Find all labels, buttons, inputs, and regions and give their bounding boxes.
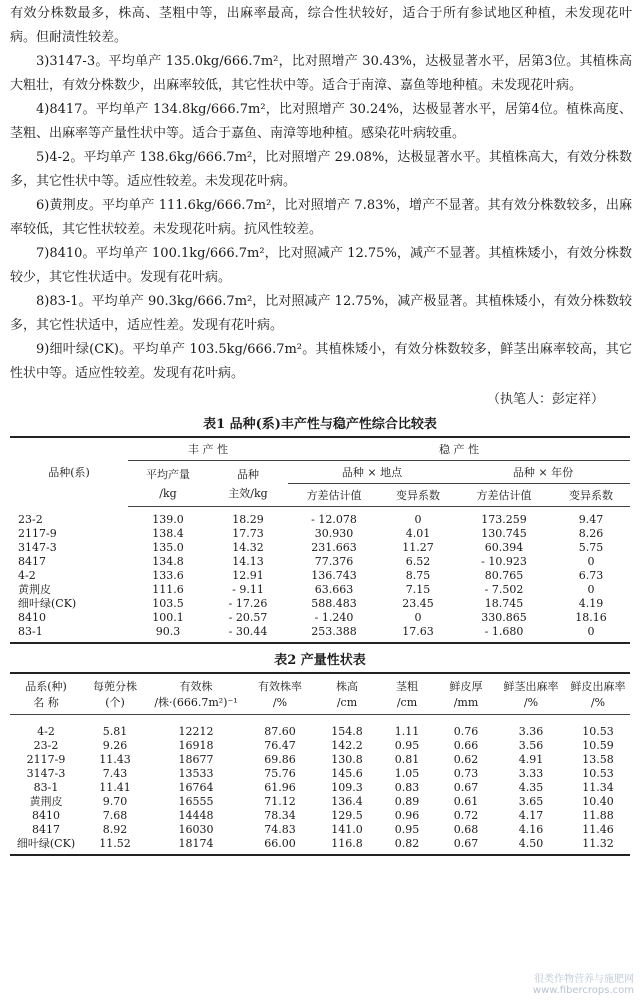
value-cell: 3.56 <box>518 739 544 752</box>
table-row <box>10 569 630 583</box>
value-cell: 11.43 <box>99 753 131 766</box>
table2-header: 品系(种) <box>10 673 82 694</box>
value-cell: 14.32 <box>232 541 264 554</box>
value-cell: 145.6 <box>331 767 363 780</box>
watermark-line: 很类作物营养与施肥网 <box>534 974 634 985</box>
table2-header-unit: (个) <box>82 694 148 715</box>
table1-header-variety: 品种(系) <box>10 437 128 507</box>
value-cell: 116.8 <box>316 837 378 855</box>
table-row <box>10 597 630 611</box>
value-cell: 0.89 <box>394 795 420 808</box>
value-cell: 0.81 <box>394 753 420 766</box>
table-row <box>10 527 630 541</box>
value-cell: 90.3 <box>128 625 208 643</box>
value-cell: 17.73 <box>232 527 264 540</box>
watermark-line: www.fibercrops.com <box>532 985 634 996</box>
variety-cell: 8417 <box>32 823 60 836</box>
value-cell: 136.743 <box>311 569 357 582</box>
table-row <box>10 837 630 855</box>
table2-caption: 表2 产量性状表 <box>274 653 366 668</box>
value-cell: 0 <box>414 611 422 624</box>
value-cell: 11.46 <box>582 823 614 836</box>
table-row <box>10 507 630 528</box>
variety-cell: 黄荆皮 <box>18 583 51 596</box>
table1-header-var-est: 方差估计值 <box>288 484 380 507</box>
article-body <box>0 0 640 412</box>
value-cell: 18.745 <box>484 597 524 610</box>
table1 <box>10 436 630 644</box>
variety-cell: 细叶绿(CK) <box>10 837 82 855</box>
value-cell: 13533 <box>178 767 214 780</box>
variety-cell: 83-1 <box>33 781 59 794</box>
table-row <box>10 753 630 767</box>
value-cell: 109.3 <box>331 781 363 794</box>
value-cell: 30.930 <box>314 527 354 540</box>
value-cell: 16764 <box>178 781 214 794</box>
value-cell: 10.59 <box>582 739 614 752</box>
value-cell: 139.0 <box>152 513 184 526</box>
value-cell: 136.4 <box>331 795 363 808</box>
value-cell: - 1.680 <box>456 625 552 643</box>
value-cell: 0.61 <box>453 795 479 808</box>
value-cell: 80.765 <box>484 569 524 582</box>
value-cell: 0.76 <box>453 725 479 738</box>
value-cell: 231.663 <box>311 541 357 554</box>
paragraph: 6)黄荆皮。平均单产 111.6kg/666.7m²，比对照增产 7.83%，增产不显著。其有效分株数较多，出麻率较低，其它性状较差。未发现花叶病。抗风性较差。 <box>10 198 632 237</box>
value-cell: 11.52 <box>82 837 148 855</box>
value-cell: 0 <box>587 555 595 568</box>
table-row <box>10 823 630 837</box>
variety-cell: 3147-3 <box>26 767 66 780</box>
value-cell: - 9.11 <box>232 583 264 596</box>
table2-header: 鲜茎出麻率 <box>496 673 566 694</box>
value-cell: 11.27 <box>402 541 434 554</box>
value-cell: 6.52 <box>405 555 431 568</box>
value-cell: 10.40 <box>582 795 614 808</box>
value-cell: 100.1 <box>152 611 184 624</box>
variety-cell: 83-1 <box>10 625 128 643</box>
value-cell: 154.8 <box>331 725 363 738</box>
value-cell: 14.13 <box>232 555 264 568</box>
table2-header: 鲜皮厚 <box>436 673 496 694</box>
value-cell: 69.86 <box>264 753 296 766</box>
value-cell: 3.33 <box>518 767 544 780</box>
variety-cell: 2117-9 <box>18 527 57 540</box>
value-cell: - 20.57 <box>228 611 268 624</box>
variety-cell: 2117-9 <box>26 753 66 766</box>
paragraph: 5)4-2。平均单产 138.6kg/666.7m²，比对照增产 29.08%，达极显著水平。其植株高大，有效分株数多，其它性状中等。适应性较差。未发现花叶病。 <box>10 150 632 189</box>
author-credit: （执笔人：彭定祥） <box>486 392 604 407</box>
value-cell: 0.73 <box>453 767 479 780</box>
value-cell: - 10.923 <box>481 555 527 568</box>
value-cell: 133.6 <box>152 569 184 582</box>
value-cell: 74.83 <box>264 823 296 836</box>
table2-header: 有效株 <box>148 673 244 694</box>
value-cell: 588.483 <box>311 597 357 610</box>
table2-section <box>0 650 640 856</box>
value-cell: 4.50 <box>496 837 566 855</box>
paragraph: 3)3147-3。平均单产 135.0kg/666.7m²，比对照增产 30.43%，达极显著水平，居第3位。其植株高大粗壮，有效分株数少，出麻率较低，其它性状中等。适合于南漳、嘉鱼等地种植。未发现花叶病。 <box>10 54 632 93</box>
value-cell: 60.394 <box>484 541 524 554</box>
table-row <box>10 781 630 795</box>
value-cell: 141.0 <box>331 823 363 836</box>
value-cell: 135.0 <box>152 541 184 554</box>
table1-header-site: 品种 × 地点 <box>288 461 456 484</box>
value-cell: 0.62 <box>453 753 479 766</box>
table2-header-unit: /% <box>244 694 316 715</box>
paragraph: 7)8410。平均单产 100.1kg/666.7m²，比对照减产 12.75%，减产不显著。其植株矮小，有效分株数较少，其它性状适中。发现有花叶病。 <box>10 246 632 285</box>
value-cell: 0 <box>587 583 595 596</box>
table-row <box>10 809 630 823</box>
table2-header: 株高 <box>316 673 378 694</box>
value-cell: 330.865 <box>481 611 527 624</box>
value-cell: 253.388 <box>288 625 380 643</box>
table1-header-main-effect: 品种 <box>237 467 259 481</box>
value-cell: 77.376 <box>314 555 354 568</box>
value-cell: 4.17 <box>518 809 544 822</box>
value-cell: 9.26 <box>102 739 128 752</box>
value-cell: 0.67 <box>436 837 496 855</box>
value-cell: - 12.078 <box>311 513 357 526</box>
value-cell: 3.36 <box>518 725 544 738</box>
value-cell: 8.75 <box>405 569 431 582</box>
table-row <box>10 767 630 781</box>
value-cell: 130.8 <box>331 753 363 766</box>
value-cell: - 7.502 <box>484 583 524 596</box>
value-cell: 7.15 <box>405 583 431 596</box>
value-cell: 76.47 <box>264 739 296 752</box>
table1-section <box>0 414 640 644</box>
variety-cell: 8417 <box>18 555 46 568</box>
variety-cell: 细叶绿(CK) <box>18 597 77 610</box>
value-cell: 87.60 <box>264 725 296 738</box>
value-cell: - 17.26 <box>228 597 268 610</box>
value-cell: 14448 <box>178 809 214 822</box>
paragraph: 4)8417。平均单产 134.8kg/666.7m²，比对照增产 30.24%，达极显著水平，居第4位。植株高度、茎粗、出麻率等产量性状中等。适合于嘉鱼、南漳等地种植。感染花叶病较重。 <box>10 102 632 141</box>
value-cell: 0.95 <box>394 739 420 752</box>
variety-cell: 4-2 <box>37 725 55 738</box>
value-cell: 6.73 <box>578 569 604 582</box>
value-cell: 11.41 <box>99 781 131 794</box>
value-cell: 11.34 <box>582 781 614 794</box>
value-cell: 16555 <box>178 795 214 808</box>
value-cell: 11.32 <box>566 837 630 855</box>
variety-cell: 8410 <box>18 611 46 624</box>
value-cell: 0.96 <box>394 809 420 822</box>
value-cell: 12212 <box>178 725 214 738</box>
variety-cell: 4-2 <box>18 569 36 582</box>
value-cell: 18174 <box>148 837 244 855</box>
value-cell: 5.75 <box>578 541 604 554</box>
variety-cell: 23-2 <box>18 512 43 526</box>
value-cell: 4.16 <box>518 823 544 836</box>
paragraph: 有效分株数最多，株高、茎粗中等，出麻率最高，综合性状较好，适合于所有参试地区种植，未发现花叶病。但耐渍性较差。 <box>10 6 632 45</box>
value-cell: 111.6 <box>152 583 184 596</box>
value-cell: - 1.240 <box>314 611 354 624</box>
value-cell: 142.2 <box>331 739 363 752</box>
value-cell: 173.259 <box>481 513 527 526</box>
table1-header-main-effect-unit: 主效/kg <box>208 484 288 507</box>
value-cell: 1.05 <box>394 767 420 780</box>
table1-header-var-est: 方差估计值 <box>456 484 552 507</box>
table-row <box>10 715 630 740</box>
value-cell: 9.47 <box>578 513 604 526</box>
paragraph: 9)细叶绿(CK)。平均单产 103.5kg/666.7m²。其植株矮小，有效分株数较多，鲜茎出麻率较高，其它性状中等。适应性较差。发现有花叶病。 <box>10 342 632 381</box>
value-cell: 16918 <box>178 739 214 752</box>
value-cell: 0.66 <box>453 739 479 752</box>
value-cell: 23.45 <box>402 597 434 610</box>
value-cell: 0.83 <box>394 781 420 794</box>
value-cell: 78.34 <box>264 809 296 822</box>
table-row <box>10 541 630 555</box>
value-cell: 0 <box>414 513 422 526</box>
value-cell: 0.72 <box>453 809 479 822</box>
table2-header: 茎粗 <box>378 673 436 694</box>
value-cell: 18.29 <box>232 513 264 526</box>
variety-cell: 8410 <box>32 809 60 822</box>
value-cell: 0 <box>552 625 630 643</box>
table1-caption: 表1 品种(系)丰产性与稳产性综合比较表 <box>203 417 437 432</box>
variety-cell: 23-2 <box>33 739 59 752</box>
value-cell: 63.663 <box>314 583 354 596</box>
table1-header-year: 品种 × 年份 <box>456 461 630 484</box>
value-cell: 0.82 <box>378 837 436 855</box>
table1-header-stability: 稳 产 性 <box>288 437 630 461</box>
value-cell: 11.88 <box>582 809 614 822</box>
value-cell: 0.95 <box>394 823 420 836</box>
value-cell: 61.96 <box>264 781 296 794</box>
value-cell: 75.76 <box>264 767 296 780</box>
table-row <box>10 739 630 753</box>
value-cell: 1.11 <box>394 725 420 738</box>
value-cell: 17.63 <box>380 625 456 643</box>
value-cell: 8.26 <box>578 527 604 540</box>
value-cell: 3.65 <box>518 795 544 808</box>
table-row <box>10 625 630 643</box>
table-row <box>10 795 630 809</box>
value-cell: 71.12 <box>264 795 296 808</box>
variety-cell: 黄荆皮 <box>29 795 63 808</box>
variety-cell: 3147-3 <box>18 541 57 554</box>
value-cell: 103.5 <box>152 597 184 610</box>
value-cell: 0.67 <box>453 781 479 794</box>
site-watermark <box>533 974 634 996</box>
value-cell: 7.68 <box>102 809 128 822</box>
value-cell: 129.5 <box>331 809 363 822</box>
table2 <box>10 672 630 856</box>
table1-header-avg-yield: 平均产量 <box>146 467 190 481</box>
value-cell: 13.58 <box>582 753 614 766</box>
value-cell: 10.53 <box>582 767 614 780</box>
paragraph: 8)83-1。平均单产 90.3kg/666.7m²，比对照减产 12.75%，减产极显著。其植株矮小，有效分株数较多，其它性状适中，适应性差。发现有花叶病。 <box>10 294 632 333</box>
value-cell: 66.00 <box>244 837 316 855</box>
value-cell: 9.70 <box>102 795 128 808</box>
value-cell: 12.91 <box>232 569 264 582</box>
table1-header-avg-yield-unit: /kg <box>128 484 208 507</box>
table2-header-unit: /株·(666.7m²)⁻¹ <box>148 694 244 715</box>
value-cell: 4.19 <box>578 597 604 610</box>
value-cell: 130.745 <box>481 527 527 540</box>
table2-header-unit: /mm <box>436 694 496 715</box>
table1-header-cv: 变异系数 <box>552 484 630 507</box>
value-cell: 7.43 <box>102 767 128 780</box>
table2-header-unit: /% <box>566 694 630 715</box>
value-cell: 18677 <box>178 753 214 766</box>
table-row <box>10 555 630 569</box>
table2-header: 鲜皮出麻率 <box>566 673 630 694</box>
table1-header-cv: 变异系数 <box>380 484 456 507</box>
value-cell: 4.01 <box>405 527 431 540</box>
table-row <box>10 611 630 625</box>
table2-header-unit: /% <box>496 694 566 715</box>
value-cell: 10.53 <box>582 725 614 738</box>
table2-header: 有效株率 <box>244 673 316 694</box>
table-row <box>10 583 630 597</box>
value-cell: 4.35 <box>518 781 544 794</box>
table2-header-unit: 名 称 <box>10 694 82 715</box>
value-cell: 0.68 <box>453 823 479 836</box>
value-cell: 5.81 <box>102 725 128 738</box>
table1-header-yield: 丰 产 性 <box>128 437 288 461</box>
value-cell: - 30.44 <box>208 625 288 643</box>
value-cell: 16030 <box>178 823 214 836</box>
value-cell: 18.16 <box>575 611 607 624</box>
value-cell: 138.4 <box>152 527 184 540</box>
value-cell: 134.8 <box>152 555 184 568</box>
value-cell: 8.92 <box>102 823 128 836</box>
table2-header-unit: /cm <box>378 694 436 715</box>
table2-header-unit: /cm <box>316 694 378 715</box>
table2-header: 每蔸分株 <box>82 673 148 694</box>
value-cell: 4.91 <box>518 753 544 766</box>
